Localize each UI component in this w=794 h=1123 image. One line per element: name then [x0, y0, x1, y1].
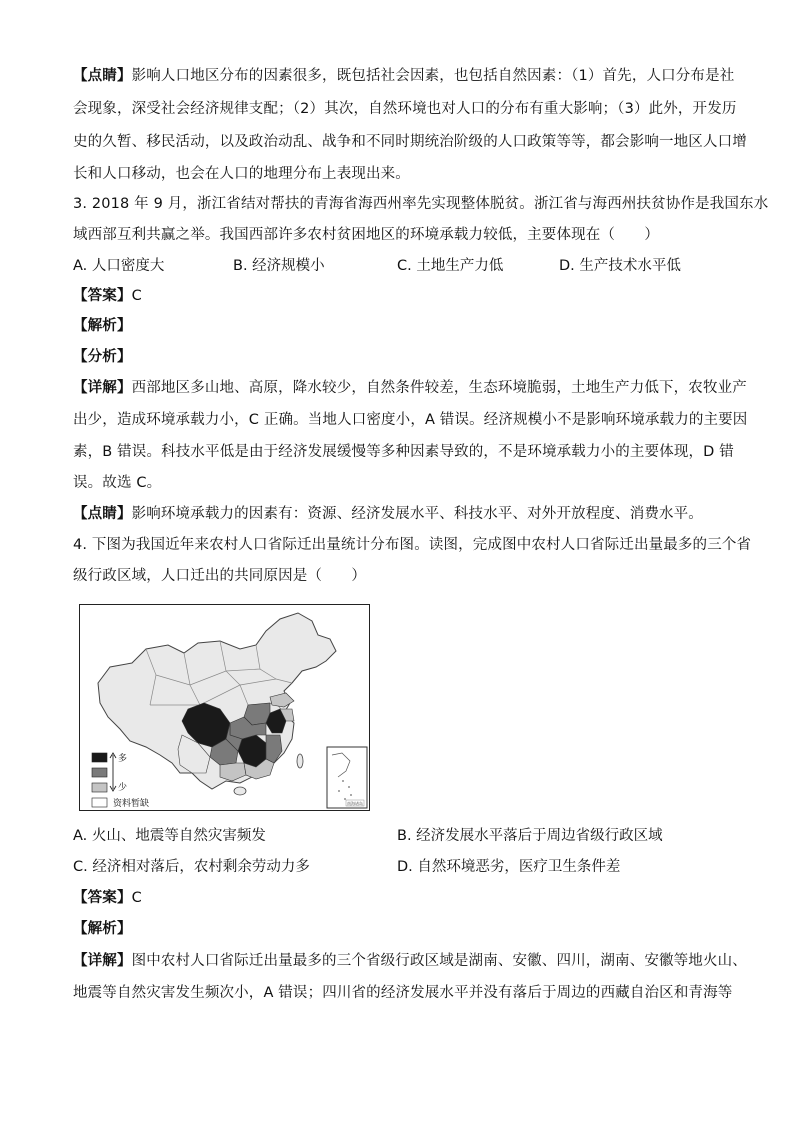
province-jiangxi: [266, 735, 282, 763]
china-migration-map: [79, 604, 370, 811]
q3-option-a[interactable]: A. 人口密度大: [73, 258, 165, 274]
legend-missing-label: 资料暂缺: [113, 799, 150, 809]
legend-more-label: 多: [118, 754, 128, 764]
q4-option-b[interactable]: B. 经济发展水平落后于周边省级行政区域: [397, 828, 663, 844]
q3-option-d[interactable]: D. 生产技术水平低: [559, 258, 681, 274]
q4-option-d[interactable]: D. 自然环境恶劣，医疗卫生条件差: [397, 859, 621, 875]
question-3-stem-line-2: 域西部互利共赢之举。我国西部许多农村贫困地区的环境承载力较低，主要体现在（ ）: [73, 227, 659, 243]
south-china-sea-inset: [327, 747, 367, 808]
taiwan-island: [297, 754, 303, 768]
question-4-stem-line-2: 级行政区域，人口迁出的共同原因是（ ）: [73, 568, 366, 584]
hainan-island: [234, 787, 246, 795]
q3-detail-line-4: 误。故选 C。: [73, 475, 162, 491]
paragraph-line-1: 【点睛】影响人口地区分布的因素很多，既包括社会因素，也包括自然因素：（1）首先，人口分布是社: [73, 68, 735, 84]
legend-less-label: 少: [118, 783, 128, 793]
q3-answer: 【答案】C: [73, 288, 142, 304]
q4-detail-line-1: 【详解】图中农村人口省际迁出量最多的三个省级行政区域是湖南、安徽、四川，湖南、安徽等地火山、: [73, 953, 747, 969]
legend-swatch-most: [92, 753, 107, 762]
q4-answer: 【答案】C: [73, 890, 142, 906]
inset-label: 南海诸岛: [347, 801, 363, 806]
q3-option-b[interactable]: B. 经济规模小: [233, 258, 325, 274]
question-3-stem-line-1: 3. 2018 年 9 月，浙江省结对帮扶的青海省海西州率先实现整体脱贫。浙江省与海西州扶贫协作是我国东水: [73, 196, 769, 212]
paragraph-line-3: 史的久暂、移民活动，以及政治动乱、战争和不同时期统治阶级的人口政策等等，都会影响一地区人口增: [73, 134, 747, 150]
q3-detail-line-1: 【详解】西部地区多山地、高原，降水较少，自然条件较差，生态环境脆弱，土地生产力低下，农牧业产: [73, 380, 747, 396]
map-svg: [80, 605, 370, 811]
q3-analysis-tag: 【解析】: [73, 318, 132, 334]
legend-arrow: [110, 753, 116, 791]
q4-detail-line-2: 地震等自然灾害发生频次小，A 错误；四川省的经济发展水平并没有落后于周边的西藏自治区和青海等: [73, 985, 733, 1001]
paragraph-line-2: 会现象，深受社会经济规律支配；（2）其次，自然环境也对人口的分布有重大影响；（3）此外，开发历: [73, 101, 737, 117]
legend-swatch-high: [92, 768, 107, 777]
paragraph-line-4: 长和人口移动，也会在人口的地理分布上表现出来。: [73, 166, 410, 182]
question-4-stem-line-1: 4. 下图为我国近年来农村人口省际迁出量统计分布图。读图，完成图中农村人口省际迁出量最多的三个省: [73, 537, 752, 553]
q4-option-a[interactable]: A. 火山、地震等自然灾害频发: [73, 828, 266, 844]
q4-analysis-tag: 【解析】: [73, 921, 132, 937]
q4-option-c[interactable]: C. 经济相对落后，农村剩余劳动力多: [73, 859, 310, 875]
dianjing-tag: 【点睛】: [73, 68, 132, 84]
q3-fenxi-tag: 【分析】: [73, 349, 132, 365]
legend-swatch-low: [92, 783, 107, 792]
q3-option-c[interactable]: C. 土地生产力低: [397, 258, 504, 274]
q3-detail-line-2: 出少，造成环境承载力小，C 正确。当地人口密度小，A 错误。经济规模小不是影响环境承载力的主要因: [73, 412, 748, 428]
legend-swatch-missing: [92, 798, 107, 807]
q3-detail-line-3: 素，B 错误。科技水平低是由于经济发展缓慢等多种因素导致的，不是环境承载力小的主要体现，D 错: [73, 444, 734, 460]
q3-dianjing: 【点睛】影响环境承载力的因素有：资源、经济发展水平、科技水平、对外开放程度、消费水平。: [73, 506, 703, 522]
